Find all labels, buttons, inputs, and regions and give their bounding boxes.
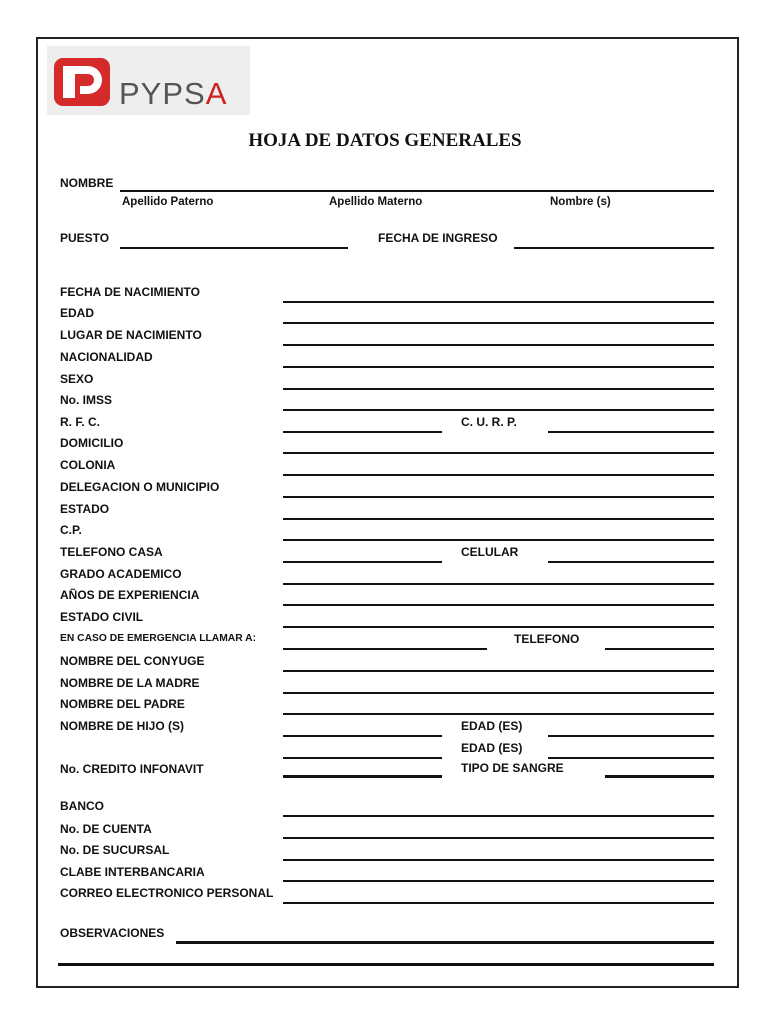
hijos-2-input-line[interactable] [283, 757, 442, 759]
emergencia-input-line[interactable] [283, 648, 487, 650]
edad-es-2-input-line[interactable] [548, 757, 714, 759]
logo-text: PYPS [119, 76, 206, 111]
nacionalidad-input-line[interactable] [283, 366, 714, 368]
label-cuenta: No. DE CUENTA [60, 822, 152, 836]
label-rfc: R. F. C. [60, 415, 101, 429]
label-lugar-nacimiento: LUGAR DE NACIMIENTO [60, 328, 202, 342]
sucursal-input-line[interactable] [283, 859, 714, 861]
correo-input-line[interactable] [283, 902, 714, 904]
label-sexo: SEXO [60, 372, 94, 386]
delegacion-input-line[interactable] [283, 496, 714, 498]
label-tipo-sangre: TIPO DE SANGRE [461, 761, 564, 775]
label-nacionalidad: NACIONALIDAD [60, 350, 153, 364]
telefono-emergencia-input-line[interactable] [605, 648, 714, 650]
grado-academico-input-line[interactable] [283, 583, 714, 585]
label-fecha-nacimiento: FECHA DE NACIMIENTO [60, 285, 201, 299]
label-padre: NOMBRE DEL PADRE [60, 697, 185, 711]
label-curp: C. U. R. P. [461, 415, 517, 429]
label-edad: EDAD [60, 306, 95, 320]
label-imss: No. IMSS [60, 393, 113, 407]
rfc-input-line[interactable] [283, 431, 442, 433]
label-delegacion: DELEGACION O MUNICIPIO [60, 480, 220, 494]
label-colonia: COLONIA [60, 458, 116, 472]
nombre-input-line[interactable] [120, 190, 714, 192]
label-edad-es-2: EDAD (ES) [461, 741, 523, 755]
label-estado-civil: ESTADO CIVIL [60, 610, 144, 624]
label-estado: ESTADO [60, 502, 110, 516]
label-domicilio: DOMICILIO [60, 436, 124, 450]
label-conyuge: NOMBRE DEL CONYUGE [60, 654, 205, 668]
sexo-input-line[interactable] [283, 388, 714, 390]
fecha-nacimiento-input-line[interactable] [283, 301, 714, 303]
telefono-casa-input-line[interactable] [283, 561, 442, 563]
celular-input-line[interactable] [548, 561, 714, 563]
cuenta-input-line[interactable] [283, 837, 714, 839]
form-title: HOJA DE DATOS GENERALES [248, 130, 522, 151]
label-observaciones: OBSERVACIONES [60, 926, 165, 940]
fecha-ingreso-input-line[interactable] [514, 247, 714, 249]
label-nombre: NOMBRE [60, 176, 114, 190]
puesto-input-line[interactable] [120, 247, 348, 249]
conyuge-input-line[interactable] [283, 670, 714, 672]
logo-wordmark [119, 76, 227, 112]
edad-input-line[interactable] [283, 322, 714, 324]
label-puesto: PUESTO [60, 231, 110, 245]
padre-input-line[interactable] [283, 713, 714, 715]
observaciones-input-line[interactable] [176, 941, 714, 944]
company-logo [47, 46, 250, 115]
label-clabe: CLABE INTERBANCARIA [60, 865, 205, 879]
observaciones-input-line-2[interactable] [58, 963, 714, 966]
banco-input-line[interactable] [283, 815, 714, 817]
label-celular: CELULAR [461, 545, 519, 559]
pypsa-logo-mark-icon [52, 56, 112, 108]
domicilio-input-line[interactable] [283, 452, 714, 454]
infonavit-input-line[interactable] [283, 775, 442, 778]
label-anos-experiencia: AÑOS DE EXPERIENCIA [60, 588, 200, 602]
label-edad-es-1: EDAD (ES) [461, 719, 523, 733]
imss-input-line[interactable] [283, 409, 714, 411]
label-emergencia: EN CASO DE EMERGENCIA LLAMAR A: [60, 633, 257, 644]
label-banco: BANCO [60, 799, 104, 813]
estado-civil-input-line[interactable] [283, 626, 714, 628]
colonia-input-line[interactable] [283, 474, 714, 476]
label-sucursal: No. DE SUCURSAL [60, 843, 170, 857]
label-telefono: TELEFONO [514, 632, 580, 646]
curp-input-line[interactable] [548, 431, 714, 433]
cp-input-line[interactable] [283, 539, 714, 541]
label-hijos: NOMBRE DE HIJO (S) [60, 719, 185, 733]
label-madre: NOMBRE DE LA MADRE [60, 676, 200, 690]
estado-input-line[interactable] [283, 518, 714, 520]
label-apellido-materno: Apellido Materno [329, 196, 423, 208]
label-nombres: Nombre (s) [550, 196, 611, 208]
hijos-input-line[interactable] [283, 735, 442, 737]
edad-es-1-input-line[interactable] [548, 735, 714, 737]
label-apellido-paterno: Apellido Paterno [122, 196, 214, 208]
label-correo: CORREO ELECTRONICO PERSONAL [60, 886, 274, 900]
clabe-input-line[interactable] [283, 880, 714, 882]
anos-experiencia-input-line[interactable] [283, 604, 714, 606]
label-grado-academico: GRADO ACADEMICO [60, 567, 182, 581]
label-infonavit: No. CREDITO INFONAVIT [60, 762, 204, 776]
label-cp: C.P. [60, 523, 82, 537]
madre-input-line[interactable] [283, 692, 714, 694]
label-telefono-casa: TELEFONO CASA [60, 545, 163, 559]
logo-accent-letter: A [205, 76, 228, 111]
label-fecha-ingreso: FECHA DE INGRESO [378, 231, 498, 245]
lugar-nacimiento-input-line[interactable] [283, 344, 714, 346]
tipo-sangre-input-line[interactable] [605, 775, 714, 778]
